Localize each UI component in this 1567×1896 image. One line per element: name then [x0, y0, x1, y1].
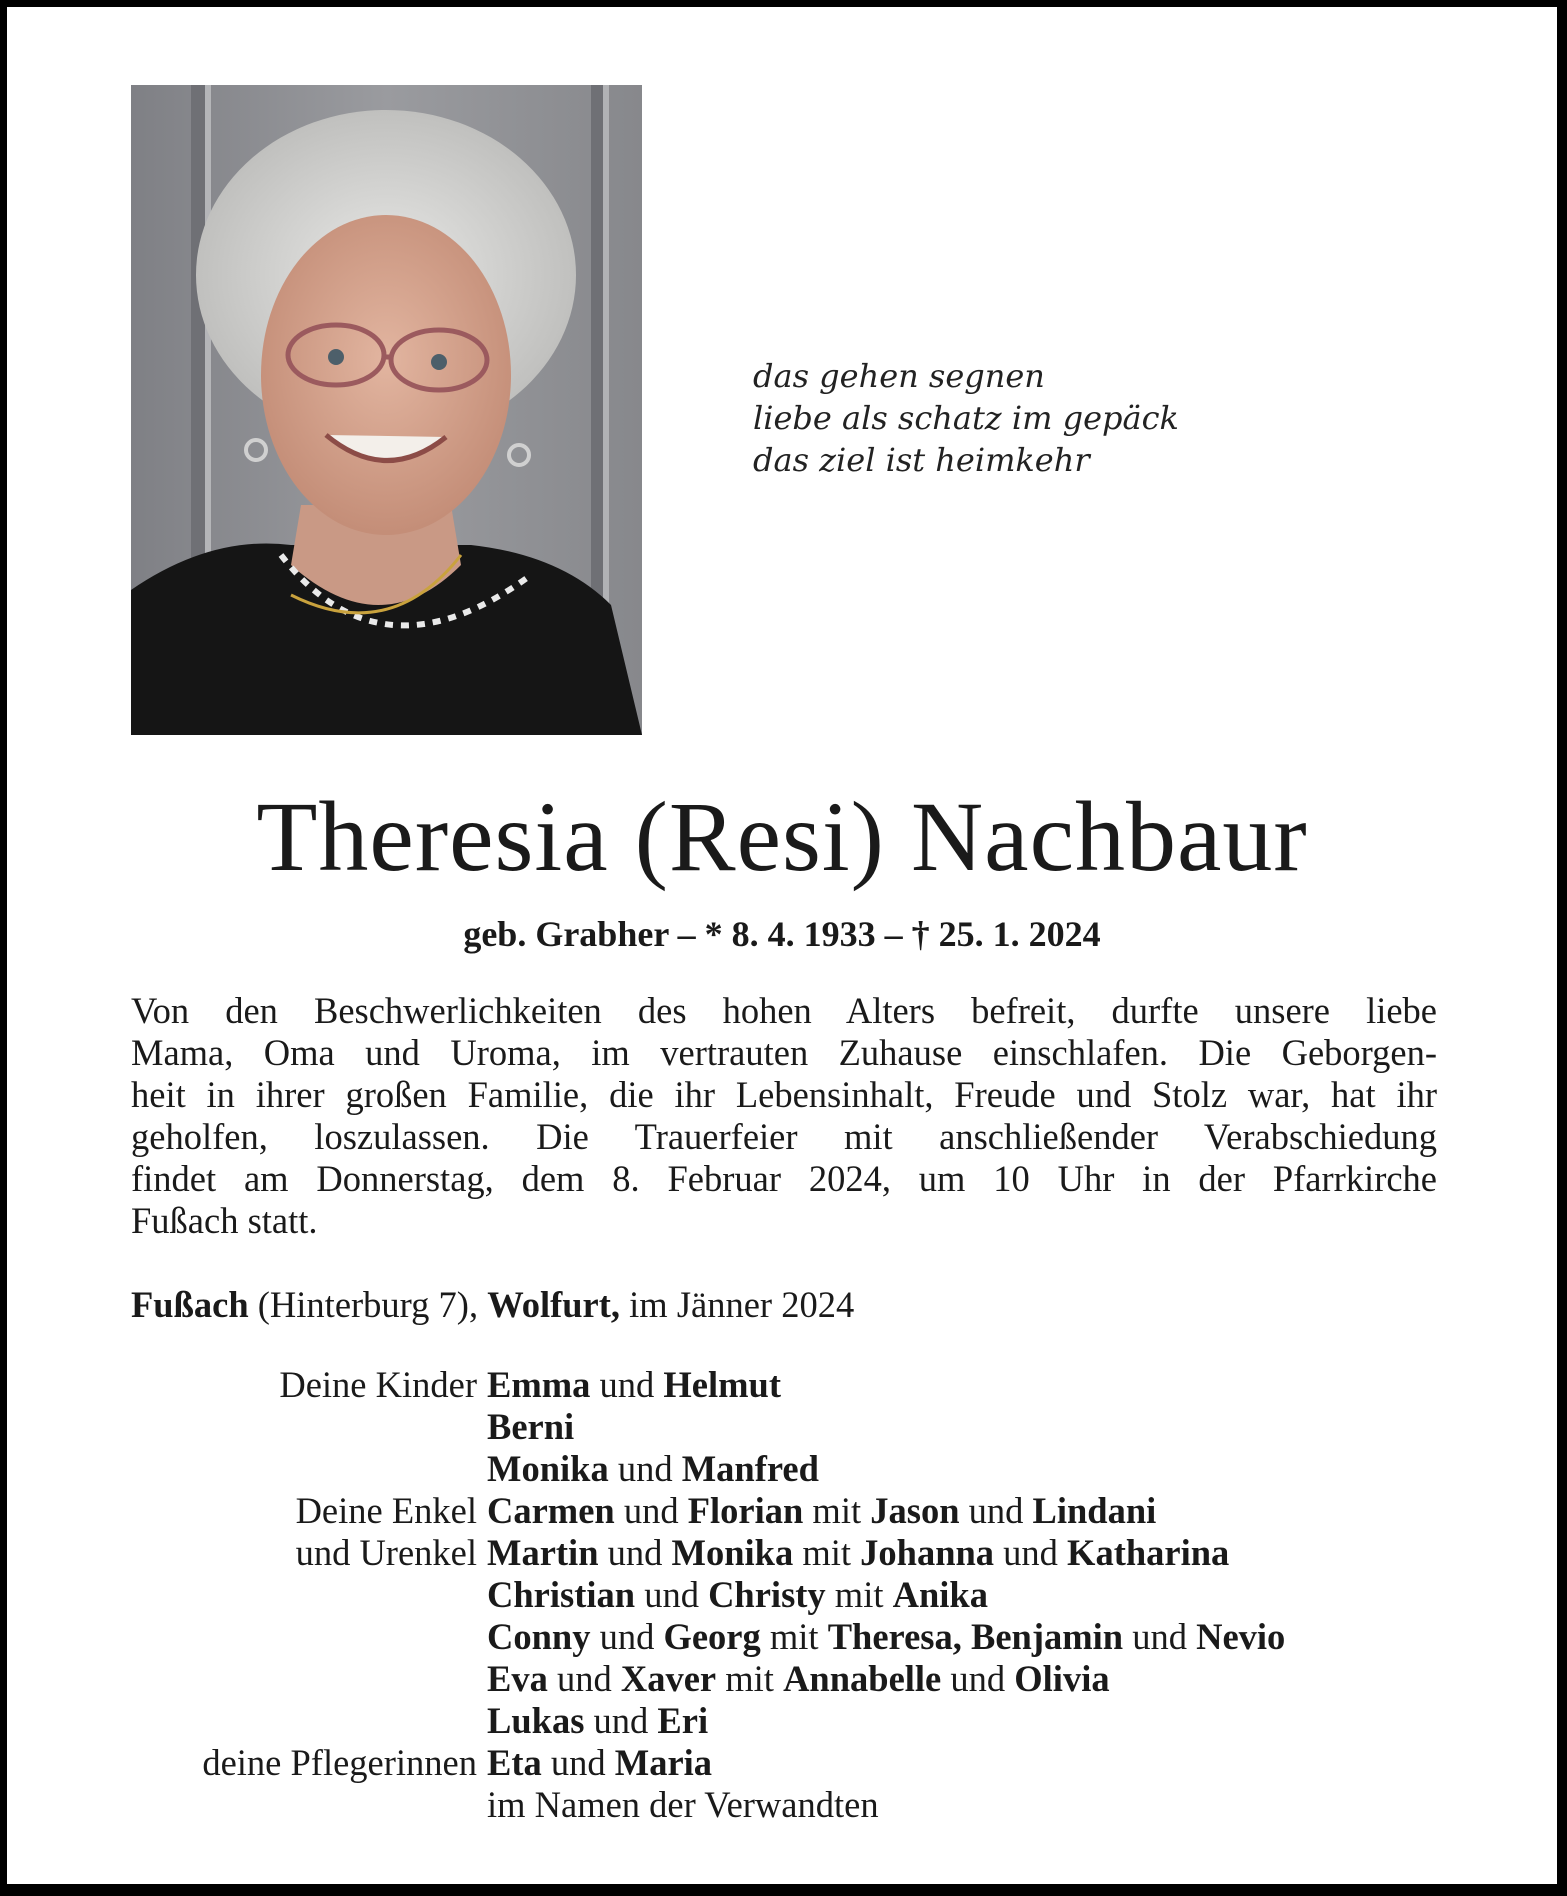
label-kinder: Deine Kinder	[279, 1364, 477, 1405]
family-name: Martin	[487, 1532, 599, 1573]
family-name: Eta	[487, 1742, 542, 1783]
text-line: geholfen, loszulassen. Die Trauerfeier mit anschließender Verabschiedung	[131, 1116, 1437, 1157]
portrait-illustration	[131, 85, 642, 735]
poem-line: liebe als schatz im gepäck	[753, 399, 1179, 437]
conjunction: mit	[725, 1658, 774, 1699]
conjunction: und	[623, 1490, 679, 1531]
family-row	[7, 1658, 1557, 1700]
text-line: heit in ihrer großen Familie, die ihr Lebensinhalt, Freude und Stolz war, hat ihr	[131, 1074, 1437, 1115]
family-name: Eva	[487, 1658, 548, 1699]
deceased-name: Theresia (Resi) Nachbaur	[256, 781, 1308, 892]
conjunction: und	[599, 1616, 655, 1657]
conjunction: und	[950, 1658, 1006, 1699]
text-line: Von den Beschwerlichkeiten des hohen Alters befreit, durfte unsere liebe	[131, 990, 1437, 1031]
family-name: Johanna	[860, 1532, 995, 1573]
text-line: Fußach statt.	[131, 1200, 318, 1241]
family-name: Florian	[687, 1490, 804, 1531]
family-name: Xaver	[620, 1658, 717, 1699]
text-line: findet am Donnerstag, dem 8. Februar 2024, um 10 Uhr in der Pfarrkirche	[131, 1158, 1437, 1199]
family-name: Benjamin	[971, 1616, 1124, 1657]
conjunction: und	[599, 1364, 655, 1405]
poem-line: das gehen segnen	[753, 357, 1045, 395]
conjunction: mit	[769, 1616, 819, 1657]
place-date-line	[131, 1284, 854, 1326]
date-text: im Jänner 2024	[629, 1284, 855, 1325]
family-name: Conny	[487, 1616, 591, 1657]
conjunction: und	[550, 1742, 606, 1783]
family-name: Jason	[870, 1490, 960, 1531]
family-name: Monika	[487, 1448, 609, 1489]
conjunction: mit	[834, 1574, 884, 1615]
family-name: Manfred	[681, 1448, 819, 1489]
poem-line: das ziel ist heimkehr	[753, 441, 1090, 479]
conjunction: und	[556, 1658, 612, 1699]
family-row	[7, 1742, 1557, 1784]
town-wolfurt: Wolfurt,	[487, 1284, 621, 1325]
conjunction: mit	[802, 1532, 852, 1573]
family-row	[7, 1700, 1557, 1742]
family-name: Theresa,	[827, 1616, 962, 1657]
family-row	[7, 1364, 1557, 1406]
address: (Hinterburg 7),	[257, 1284, 479, 1325]
family-name: Christy	[708, 1574, 826, 1615]
family-name: Monika	[671, 1532, 794, 1573]
family-name: Katharina	[1067, 1532, 1230, 1573]
obituary-page	[7, 7, 1557, 1884]
family-row	[7, 1406, 1557, 1448]
text-line: Mama, Oma und Uroma, im vertrauten Zuhause einschlafen. Die Geborgen-	[131, 1032, 1437, 1073]
family-name: Annabelle	[783, 1658, 942, 1699]
label-urenkel: und Urenkel	[295, 1532, 477, 1573]
label-pflegerinnen: deine Pflegerinnen	[202, 1742, 477, 1783]
conjunction: mit	[812, 1490, 862, 1531]
conjunction: und	[644, 1574, 699, 1615]
family-row	[7, 1616, 1557, 1658]
family-list	[7, 1364, 1557, 1826]
conjunction: und	[1132, 1616, 1187, 1657]
town-fussach: Fußach	[131, 1284, 249, 1325]
family-name: Eri	[657, 1700, 709, 1741]
family-name: Georg	[663, 1616, 761, 1657]
conjunction: und	[593, 1700, 649, 1741]
family-row	[7, 1574, 1557, 1616]
conjunction: und	[968, 1490, 1024, 1531]
family-name: Anika	[892, 1574, 988, 1615]
family-name: Emma	[487, 1364, 591, 1405]
family-name: Lukas	[487, 1700, 585, 1741]
conjunction: und	[617, 1448, 673, 1489]
family-name: Olivia	[1014, 1658, 1110, 1699]
birth-death-dates: geb. Grabher – * 8. 4. 1933 – † 25. 1. 2024	[463, 914, 1101, 954]
family-row	[7, 1784, 1557, 1826]
family-name: Helmut	[663, 1364, 781, 1405]
conjunction: und	[607, 1532, 663, 1573]
family-name: Christian	[487, 1574, 636, 1615]
closing-line: im Namen der Verwandten	[487, 1784, 879, 1825]
label-enkel: Deine Enkel	[295, 1490, 477, 1531]
family-row	[7, 1448, 1557, 1490]
family-name: Nevio	[1196, 1616, 1286, 1657]
family-row	[7, 1532, 1557, 1574]
family-row	[7, 1490, 1557, 1532]
family-name: Maria	[614, 1742, 713, 1783]
conjunction: und	[1003, 1532, 1058, 1573]
announcement-text	[131, 990, 1437, 1242]
family-name: Carmen	[487, 1490, 615, 1531]
portrait-photo	[131, 85, 642, 735]
family-name: Berni	[487, 1406, 575, 1447]
family-name: Lindani	[1032, 1490, 1157, 1531]
poem	[753, 355, 1179, 481]
